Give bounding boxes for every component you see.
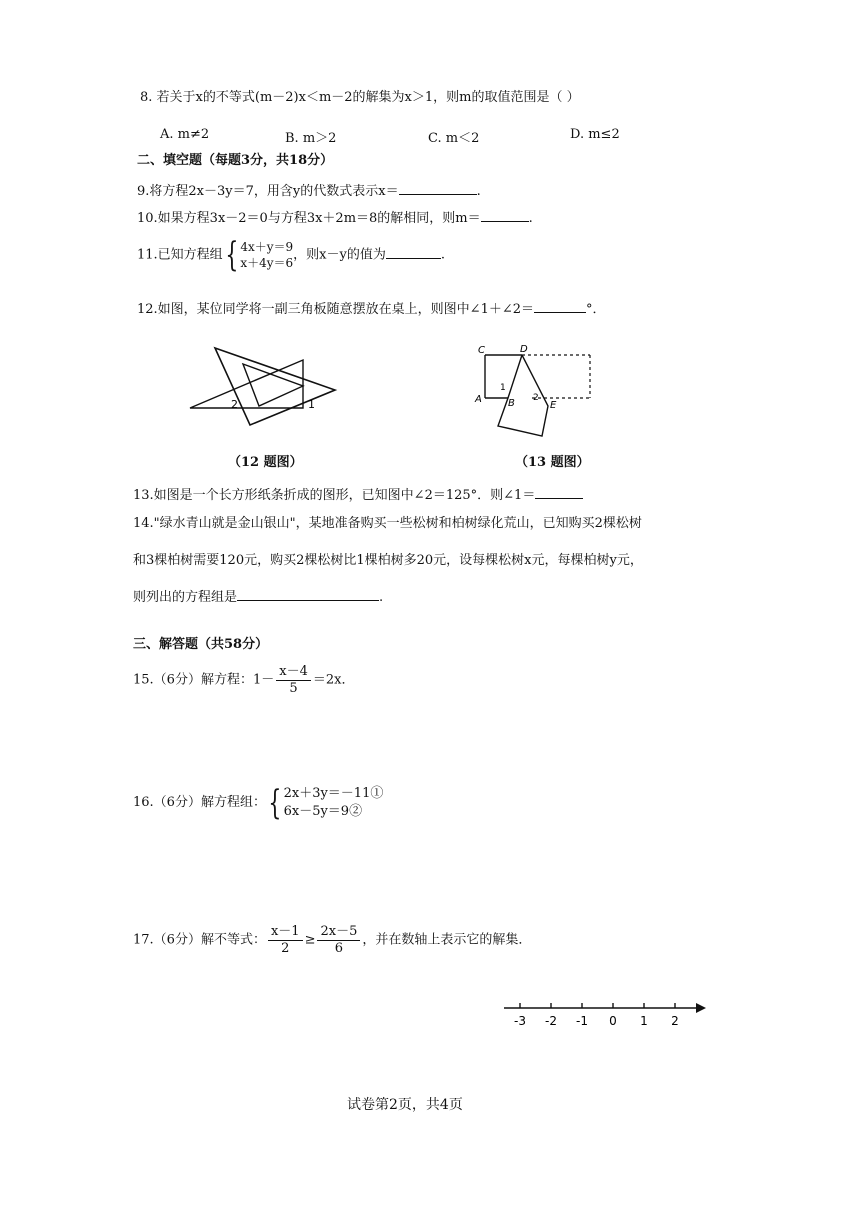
question-14-line-3: [133, 588, 383, 607]
question-17: [133, 924, 531, 956]
fig13-label: C: [478, 345, 485, 356]
question-11-mid: ，则x－y的值为: [293, 247, 386, 263]
figure-12-set-squares: [175, 330, 375, 430]
set-square-triangle: [190, 360, 303, 408]
figure-13-folded-strip: [470, 340, 605, 440]
question-17-post: ，并在数轴上表示它的解集．: [362, 932, 532, 948]
question-12-text: 12.如图，某位同学将一副三角板随意摆放在桌上，则图中∠1＋∠2＝: [137, 302, 535, 317]
number-line-tick-label: 2: [671, 1014, 679, 1028]
fig13-label: 2: [533, 393, 539, 403]
number-line-tick-label: -2: [545, 1014, 557, 1028]
figure-12-caption: （12 题图）: [228, 455, 303, 470]
question-11: [137, 235, 445, 275]
question-14-line-2: 和3棵柏树需要120元，购买2棵松树比1棵柏树多20元，设每棵松树x元，每棵柏树y元，: [133, 553, 643, 568]
question-9-text: 9.将方程2x－3y＝7，用含y的代数式表示x＝: [137, 184, 399, 199]
q8-option-a: A. m≠2: [160, 127, 210, 142]
question-16: [133, 782, 384, 823]
number-line-tick-label: 0: [609, 1014, 617, 1028]
question-15-lead: 15.（6分）解方程：: [133, 672, 253, 688]
answer-blank[interactable]: [399, 182, 477, 195]
fraction: [276, 664, 311, 696]
number-line-tick-label: -1: [576, 1014, 588, 1028]
number-line-tick-label: -3: [514, 1014, 526, 1028]
question-14-line-1: 14."绿水青山就是金山银山"，某地准备购买一些松树和柏树绿化荒山，已知购买2棵松树: [133, 516, 642, 531]
system-equation-1: 4x＋y＝9: [240, 239, 294, 254]
fraction-denominator: 5: [289, 680, 298, 696]
question-15-pre: 1－: [252, 672, 275, 688]
question-11-lead: 11.已知方程组: [137, 247, 223, 263]
question-15-post: ＝2x．: [312, 672, 355, 688]
number-line-arrow-icon: [696, 1003, 706, 1013]
question-16-lead: 16.（6分）解方程组：: [133, 795, 266, 811]
question-10: [137, 209, 533, 228]
system-equation-1: 2x＋3y＝－11①: [283, 786, 384, 801]
question-13: [133, 486, 583, 505]
answer-blank[interactable]: [534, 300, 586, 313]
set-square-outer: [215, 348, 335, 425]
section-heading-solve: 三、解答题（共58分）: [133, 637, 269, 652]
fig12-label-angle-2: 2: [231, 398, 238, 411]
question-14-text: 则列出的方程组是: [133, 590, 238, 605]
number-line-ticks: [514, 1003, 679, 1028]
question-8-stem: 8. 若关于x的不等式(m－2)x＜m－2的解集为x＞1，则m的取值范围是（ ）: [140, 90, 580, 105]
folded-part: [498, 355, 548, 436]
fraction-numerator: x－4: [276, 664, 311, 681]
fig13-label: 1: [500, 383, 506, 393]
fig12-label-angle-1: 1: [308, 398, 315, 411]
equation-system: [240, 239, 293, 271]
question-15: [133, 664, 354, 696]
brace-symbol: {: [225, 235, 238, 275]
brace-symbol: {: [268, 782, 282, 823]
question-17-lead: 17.（6分）解不等式：: [133, 932, 266, 948]
answer-blank[interactable]: [535, 486, 583, 499]
fraction-numerator: x－1: [268, 924, 303, 941]
page-footer: 试卷第2页，共4页: [347, 1097, 463, 1113]
fraction: [268, 924, 303, 956]
q8-option-d: D. m≤2: [570, 127, 620, 142]
section-heading-fill-in: 二、填空题（每题3分，共18分）: [137, 153, 334, 168]
fraction: [317, 924, 360, 956]
fig13-label: D: [520, 344, 528, 355]
fig13-label: A: [475, 394, 482, 405]
answer-blank[interactable]: [481, 209, 529, 222]
system-equation-2: 6x－5y＝9②: [283, 803, 363, 819]
system-equation-2: x＋4y＝6: [240, 256, 294, 270]
question-12-tail: °．: [586, 302, 606, 317]
question-10-text: 10.如果方程3x－2＝0与方程3x＋2m＝8的解相同，则m＝: [137, 211, 481, 226]
answer-blank[interactable]: [237, 588, 379, 601]
question-13-text: 13.如图是一个长方形纸条折成的图形，已知图中∠2＝125°．则∠1＝: [133, 488, 536, 503]
fig13-label: B: [508, 398, 515, 409]
fraction-numerator: 2x－5: [317, 924, 360, 941]
fig13-label: E: [550, 400, 557, 411]
q8-option-c: C. m＜2: [428, 131, 480, 146]
fraction-denominator: 2: [281, 940, 290, 956]
figure-13-caption: （13 题图）: [515, 455, 590, 470]
fraction-denominator: 6: [334, 940, 344, 956]
question-12: [137, 300, 606, 319]
question-9: [137, 182, 481, 201]
equation-system: [284, 785, 384, 820]
question-9-tail: .: [476, 184, 481, 199]
answer-blank[interactable]: [386, 246, 441, 259]
set-square-inner: [243, 364, 303, 406]
question-11-tail: .: [440, 247, 445, 263]
q8-option-b: B. m＞2: [285, 131, 337, 146]
number-line-tick-label: 1: [640, 1014, 648, 1028]
number-line: [500, 996, 710, 1032]
question-10-tail: .: [528, 211, 533, 226]
question-14-tail: .: [379, 590, 384, 605]
inequality-sign: ≥: [304, 932, 316, 948]
